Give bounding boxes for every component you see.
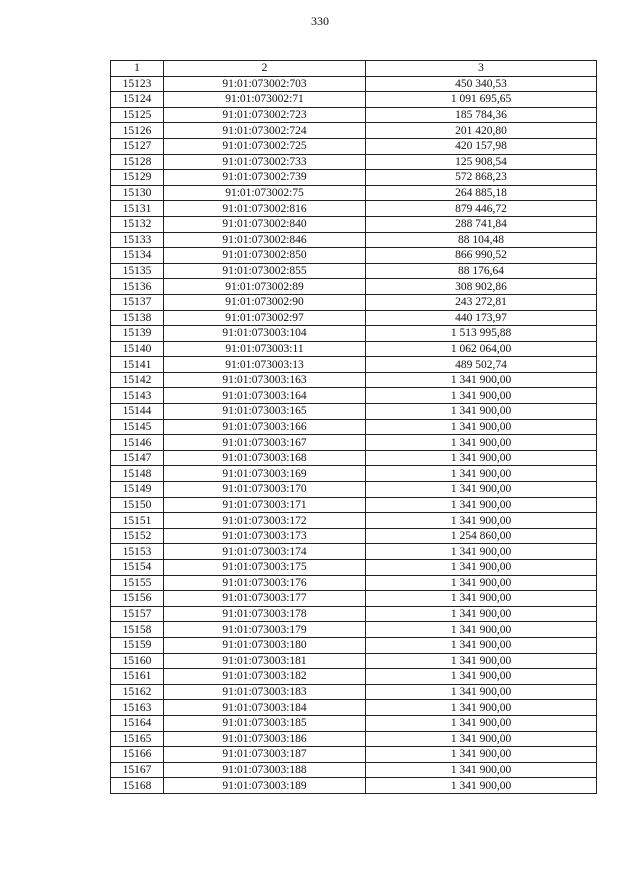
row-number-cell: 15165 [111,731,164,747]
value-cell: 201 420,80 [366,123,597,139]
table-row [111,263,597,279]
row-number-cell: 15154 [111,560,164,576]
cadastral-number-cell: 91:01:073003:104 [164,326,366,342]
row-number-cell: 15134 [111,248,164,264]
value-cell: 1 091 695,65 [366,92,597,108]
table-row [111,232,597,248]
row-number-cell: 15125 [111,107,164,123]
row-number-cell: 15150 [111,497,164,513]
cadastral-number-cell: 91:01:073003:183 [164,684,366,700]
cadastral-number-cell: 91:01:073003:173 [164,528,366,544]
value-cell: 1 341 900,00 [366,497,597,513]
cadastral-number-cell: 91:01:073003:172 [164,513,366,529]
cadastral-number-cell: 91:01:073002:850 [164,248,366,264]
cadastral-number-cell: 91:01:073003:164 [164,388,366,404]
row-number-cell: 15151 [111,513,164,529]
table-row [111,513,597,529]
table-row [111,404,597,420]
cadastral-number-cell: 91:01:073002:846 [164,232,366,248]
value-cell: 1 341 900,00 [366,700,597,716]
row-number-cell: 15153 [111,544,164,560]
cadastral-number-cell: 91:01:073003:178 [164,606,366,622]
cadastral-number-cell: 91:01:073002:816 [164,201,366,217]
registry-table [110,60,597,794]
cadastral-number-cell: 91:01:073003:171 [164,497,366,513]
value-cell: 1 341 900,00 [366,715,597,731]
row-number-cell: 15141 [111,357,164,373]
table-row [111,170,597,186]
table-row [111,248,597,264]
table-row [111,123,597,139]
table-row [111,294,597,310]
table-row [111,497,597,513]
value-cell: 1 341 900,00 [366,731,597,747]
cadastral-number-cell: 91:01:073003:180 [164,637,366,653]
cadastral-number-cell: 91:01:073003:175 [164,560,366,576]
value-cell: 1 341 900,00 [366,606,597,622]
table-row [111,700,597,716]
cadastral-number-cell: 91:01:073003:187 [164,747,366,763]
value-cell: 1 341 900,00 [366,482,597,498]
table-row [111,92,597,108]
row-number-cell: 15156 [111,591,164,607]
cadastral-number-cell: 91:01:073003:169 [164,466,366,482]
table-row [111,450,597,466]
row-number-cell: 15164 [111,715,164,731]
value-cell: 489 502,74 [366,357,597,373]
cadastral-number-cell: 91:01:073003:188 [164,762,366,778]
table-row [111,466,597,482]
cadastral-number-cell: 91:01:073003:174 [164,544,366,560]
row-number-cell: 15155 [111,575,164,591]
row-number-cell: 15167 [111,762,164,778]
row-number-cell: 15131 [111,201,164,217]
cadastral-number-cell: 91:01:073002:89 [164,279,366,295]
value-cell: 288 741,84 [366,216,597,232]
row-number-cell: 15139 [111,326,164,342]
row-number-cell: 15132 [111,216,164,232]
row-number-cell: 15138 [111,310,164,326]
cadastral-number-cell: 91:01:073003:184 [164,700,366,716]
cadastral-number-cell: 91:01:073003:13 [164,357,366,373]
row-number-cell: 15133 [111,232,164,248]
cadastral-number-cell: 91:01:073002:703 [164,76,366,92]
table-row [111,637,597,653]
table-row [111,357,597,373]
table-row [111,154,597,170]
cadastral-number-cell: 91:01:073003:167 [164,435,366,451]
row-number-cell: 15152 [111,528,164,544]
row-number-cell: 15149 [111,482,164,498]
value-cell: 1 341 900,00 [366,591,597,607]
row-number-cell: 15135 [111,263,164,279]
value-cell: 243 272,81 [366,294,597,310]
row-number-cell: 15126 [111,123,164,139]
row-number-cell: 15140 [111,341,164,357]
table-row [111,435,597,451]
page-number: 330 [311,14,329,28]
row-number-cell: 15128 [111,154,164,170]
cadastral-number-cell: 91:01:073003:11 [164,341,366,357]
value-cell: 185 784,36 [366,107,597,123]
value-cell: 1 341 900,00 [366,450,597,466]
value-cell: 572 868,23 [366,170,597,186]
table-row [111,482,597,498]
cadastral-number-cell: 91:01:073002:725 [164,138,366,154]
row-number-cell: 15123 [111,76,164,92]
cadastral-number-cell: 91:01:073003:189 [164,778,366,794]
cadastral-number-cell: 91:01:073003:165 [164,404,366,420]
header-row [111,61,597,77]
table-row [111,107,597,123]
value-cell: 866 990,52 [366,248,597,264]
column-header-3: 3 [366,61,597,77]
table-row [111,185,597,201]
table-row [111,622,597,638]
table-row [111,731,597,747]
cadastral-number-cell: 91:01:073003:182 [164,669,366,685]
table-row [111,528,597,544]
row-number-cell: 15158 [111,622,164,638]
cadastral-number-cell: 91:01:073002:855 [164,263,366,279]
row-number-cell: 15146 [111,435,164,451]
table-row [111,575,597,591]
value-cell: 125 908,54 [366,154,597,170]
table-row [111,544,597,560]
cadastral-number-cell: 91:01:073003:170 [164,482,366,498]
row-number-cell: 15160 [111,653,164,669]
row-number-cell: 15162 [111,684,164,700]
row-number-cell: 15168 [111,778,164,794]
value-cell: 264 885,18 [366,185,597,201]
cadastral-number-cell: 91:01:073002:733 [164,154,366,170]
row-number-cell: 15143 [111,388,164,404]
row-number-cell: 15147 [111,450,164,466]
table-row [111,341,597,357]
table-row [111,216,597,232]
row-number-cell: 15161 [111,669,164,685]
row-number-cell: 15124 [111,92,164,108]
row-number-cell: 15137 [111,294,164,310]
value-cell: 1 341 900,00 [366,653,597,669]
cadastral-number-cell: 91:01:073002:723 [164,107,366,123]
cadastral-number-cell: 91:01:073003:168 [164,450,366,466]
cadastral-number-cell: 91:01:073002:90 [164,294,366,310]
table-row [111,326,597,342]
cadastral-number-cell: 91:01:073003:181 [164,653,366,669]
value-cell: 1 341 900,00 [366,544,597,560]
value-cell: 1 341 900,00 [366,622,597,638]
cadastral-number-cell: 91:01:073002:71 [164,92,366,108]
row-number-cell: 15130 [111,185,164,201]
value-cell: 1 341 900,00 [366,575,597,591]
cadastral-number-cell: 91:01:073003:166 [164,419,366,435]
value-cell: 1 062 064,00 [366,341,597,357]
value-cell: 1 341 900,00 [366,404,597,420]
value-cell: 1 341 900,00 [366,747,597,763]
row-number-cell: 15127 [111,138,164,154]
table-row [111,419,597,435]
cadastral-number-cell: 91:01:073003:163 [164,372,366,388]
value-cell: 1 341 900,00 [366,778,597,794]
value-cell: 1 341 900,00 [366,466,597,482]
table-row [111,684,597,700]
table-row [111,747,597,763]
row-number-cell: 15148 [111,466,164,482]
value-cell: 420 157,98 [366,138,597,154]
cadastral-number-cell: 91:01:073002:97 [164,310,366,326]
table-row [111,310,597,326]
value-cell: 1 341 900,00 [366,560,597,576]
value-cell: 1 513 995,88 [366,326,597,342]
table-row [111,762,597,778]
value-cell: 1 341 900,00 [366,762,597,778]
table-row [111,606,597,622]
value-cell: 308 902,86 [366,279,597,295]
row-number-cell: 15136 [111,279,164,295]
value-cell: 1 341 900,00 [366,669,597,685]
row-number-cell: 15142 [111,372,164,388]
value-cell: 1 341 900,00 [366,513,597,529]
row-number-cell: 15157 [111,606,164,622]
value-cell: 879 446,72 [366,201,597,217]
table-row [111,560,597,576]
value-cell: 1 341 900,00 [366,435,597,451]
row-number-cell: 15144 [111,404,164,420]
table-row [111,138,597,154]
value-cell: 1 341 900,00 [366,637,597,653]
cadastral-number-cell: 91:01:073002:739 [164,170,366,186]
table-row [111,388,597,404]
cadastral-number-cell: 91:01:073003:185 [164,715,366,731]
value-cell: 1 341 900,00 [366,372,597,388]
cadastral-number-cell: 91:01:073003:177 [164,591,366,607]
table-row [111,669,597,685]
value-cell: 1 341 900,00 [366,419,597,435]
row-number-cell: 15159 [111,637,164,653]
table-row [111,591,597,607]
row-number-cell: 15163 [111,700,164,716]
row-number-cell: 15166 [111,747,164,763]
cadastral-number-cell: 91:01:073003:176 [164,575,366,591]
row-number-cell: 15145 [111,419,164,435]
table-row [111,372,597,388]
value-cell: 1 341 900,00 [366,388,597,404]
cadastral-number-cell: 91:01:073002:75 [164,185,366,201]
value-cell: 450 340,53 [366,76,597,92]
row-number-cell: 15129 [111,170,164,186]
cadastral-number-cell: 91:01:073002:724 [164,123,366,139]
cadastral-number-cell: 91:01:073003:179 [164,622,366,638]
table-row [111,201,597,217]
cadastral-number-cell: 91:01:073002:840 [164,216,366,232]
column-header-1: 1 [111,61,164,77]
value-cell: 1 254 860,00 [366,528,597,544]
column-header-2: 2 [164,61,366,77]
value-cell: 88 176,64 [366,263,597,279]
value-cell: 88 104,48 [366,232,597,248]
cadastral-number-cell: 91:01:073003:186 [164,731,366,747]
table-row [111,76,597,92]
table-row [111,653,597,669]
value-cell: 440 173,97 [366,310,597,326]
table-row [111,715,597,731]
table-row [111,279,597,295]
value-cell: 1 341 900,00 [366,684,597,700]
table-row [111,778,597,794]
table-body [111,76,597,793]
